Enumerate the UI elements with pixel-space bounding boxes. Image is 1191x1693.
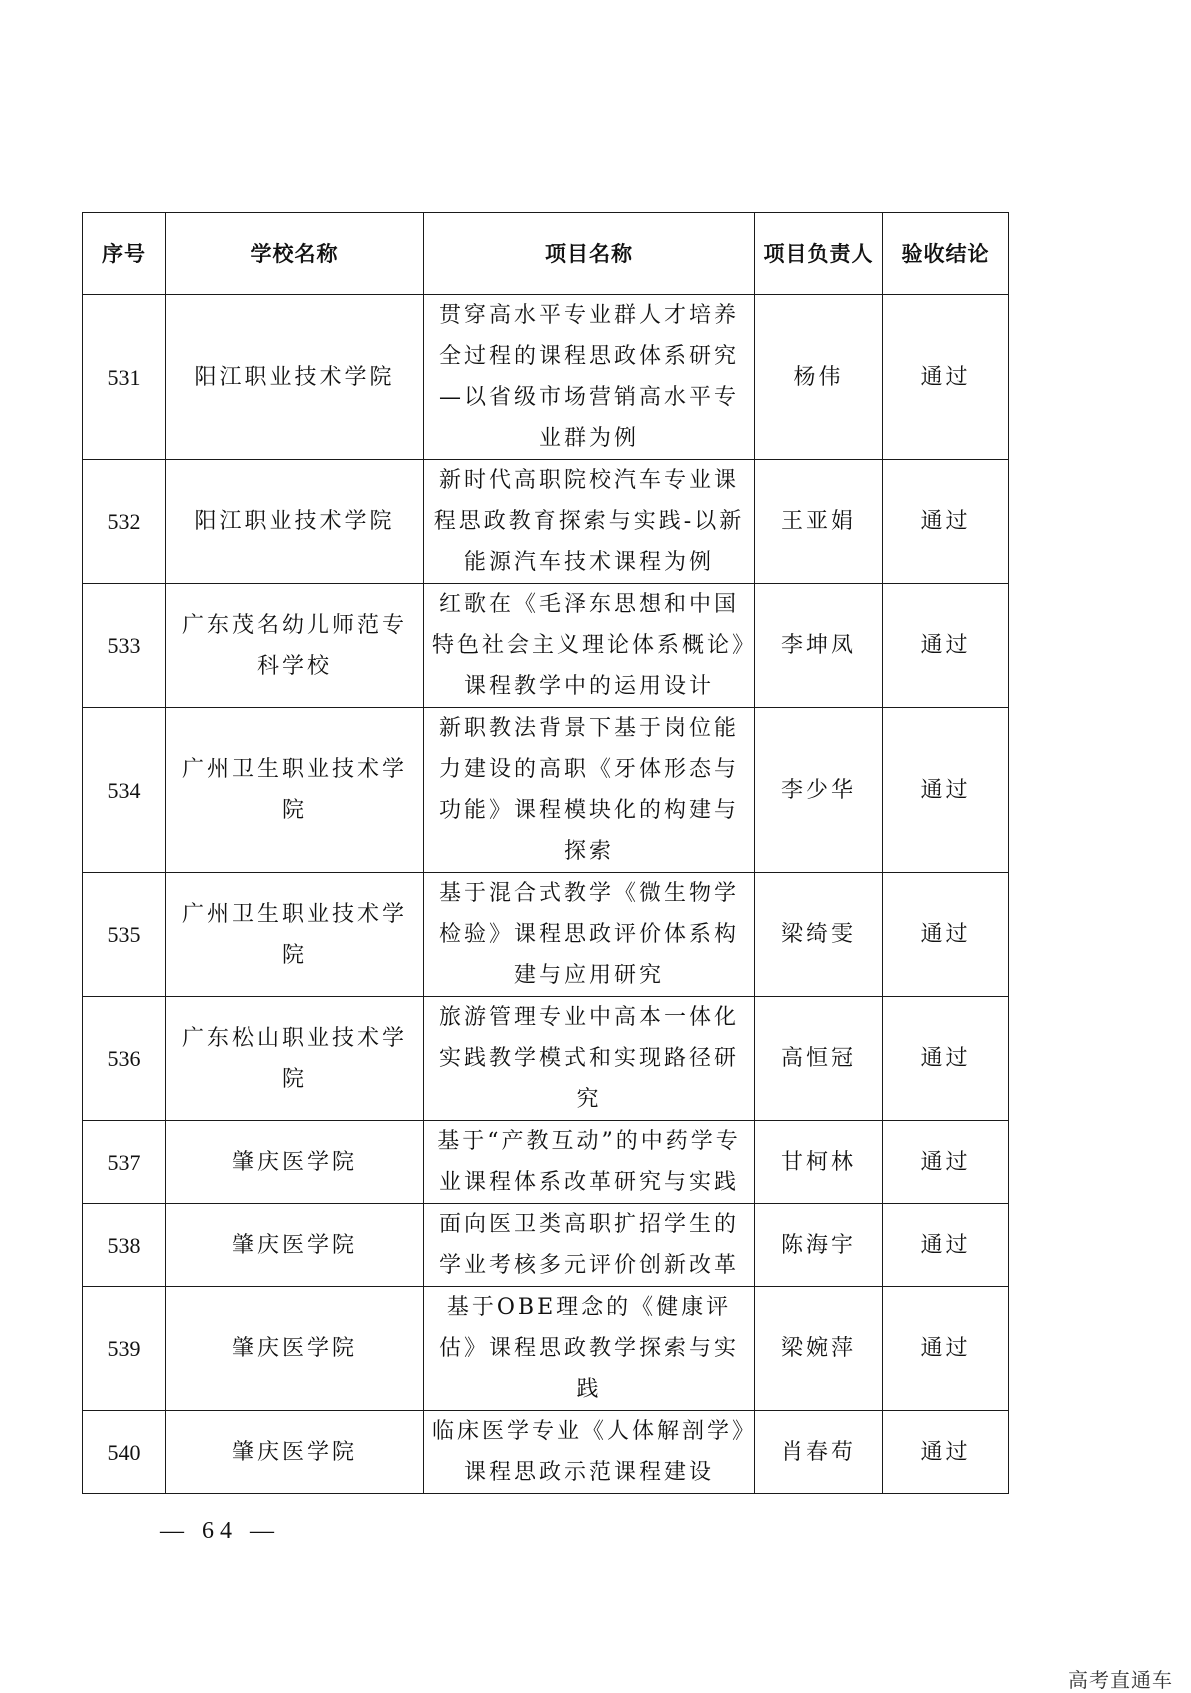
acceptance-results-table [82,212,1009,1494]
table-row [83,997,1009,1121]
table-row [83,1411,1009,1494]
table-row [83,460,1009,584]
cell-leader: 杨伟 [755,295,883,460]
table-row [83,708,1009,873]
cell-result: 通过 [883,997,1009,1121]
cell-project: 贯穿高水平专业群人才培养全过程的课程思政体系研究—以省级市场营销高水平专业群为例 [424,295,755,460]
cell-result: 通过 [883,873,1009,997]
cell-leader: 甘柯林 [755,1121,883,1204]
header-index: 序号 [83,213,166,295]
cell-school: 广州卫生职业技术学院 [166,873,424,997]
table-row [83,1121,1009,1204]
header-leader: 项目负责人 [755,213,883,295]
cell-school: 肇庆医学院 [166,1204,424,1287]
cell-school: 广州卫生职业技术学院 [166,708,424,873]
cell-school: 肇庆医学院 [166,1121,424,1204]
cell-project: 基于“产教互动”的中药学专业课程体系改革研究与实践 [424,1121,755,1204]
cell-school: 广东茂名幼儿师范专科学校 [166,584,424,708]
cell-school: 阳江职业技术学院 [166,295,424,460]
table-row [83,1287,1009,1411]
header-result: 验收结论 [883,213,1009,295]
cell-result: 通过 [883,708,1009,873]
table-row [83,295,1009,460]
table-row [83,873,1009,997]
cell-result: 通过 [883,1287,1009,1411]
header-school: 学校名称 [166,213,424,295]
cell-leader: 李坤凤 [755,584,883,708]
cell-school: 肇庆医学院 [166,1287,424,1411]
cell-result: 通过 [883,1121,1009,1204]
cell-project: 红歌在《毛泽东思想和中国特色社会主义理论体系概论》课程教学中的运用设计 [424,584,755,708]
cell-result: 通过 [883,460,1009,584]
cell-project: 基于OBE理念的《健康评估》课程思政教学探索与实践 [424,1287,755,1411]
cell-index: 539 [83,1287,166,1411]
cell-leader: 梁绮雯 [755,873,883,997]
cell-leader: 高恒冠 [755,997,883,1121]
cell-project: 新时代高职院校汽车专业课程思政教育探索与实践-以新能源汽车技术课程为例 [424,460,755,584]
cell-result: 通过 [883,584,1009,708]
cell-project: 基于混合式教学《微生物学检验》课程思政评价体系构建与应用研究 [424,873,755,997]
table-row [83,584,1009,708]
cell-result: 通过 [883,1204,1009,1287]
table-body [83,295,1009,1494]
cell-school: 广东松山职业技术学院 [166,997,424,1121]
cell-index: 538 [83,1204,166,1287]
cell-index: 533 [83,584,166,708]
cell-project: 新职教法背景下基于岗位能力建设的高职《牙体形态与功能》课程模块化的构建与探索 [424,708,755,873]
cell-leader: 王亚娟 [755,460,883,584]
cell-school: 阳江职业技术学院 [166,460,424,584]
cell-result: 通过 [883,295,1009,460]
cell-leader: 李少华 [755,708,883,873]
cell-school: 肇庆医学院 [166,1411,424,1494]
cell-index: 534 [83,708,166,873]
cell-project: 临床医学专业《人体解剖学》课程思政示范课程建设 [424,1411,755,1494]
table-row [83,1204,1009,1287]
cell-project: 面向医卫类高职扩招学生的学业考核多元评价创新改革 [424,1204,755,1287]
header-project: 项目名称 [424,213,755,295]
watermark-text: 高考直通车 [1068,1668,1173,1692]
cell-index: 540 [83,1411,166,1494]
cell-project: 旅游管理专业中高本一体化实践教学模式和实现路径研究 [424,997,755,1121]
cell-result: 通过 [883,1411,1009,1494]
cell-index: 532 [83,460,166,584]
cell-leader: 陈海宇 [755,1204,883,1287]
page-number: — 64 — [160,1518,280,1544]
cell-index: 536 [83,997,166,1121]
cell-index: 537 [83,1121,166,1204]
cell-leader: 梁婉萍 [755,1287,883,1411]
cell-leader: 肖春苟 [755,1411,883,1494]
table-header-row [83,213,1009,295]
cell-index: 535 [83,873,166,997]
cell-index: 531 [83,295,166,460]
